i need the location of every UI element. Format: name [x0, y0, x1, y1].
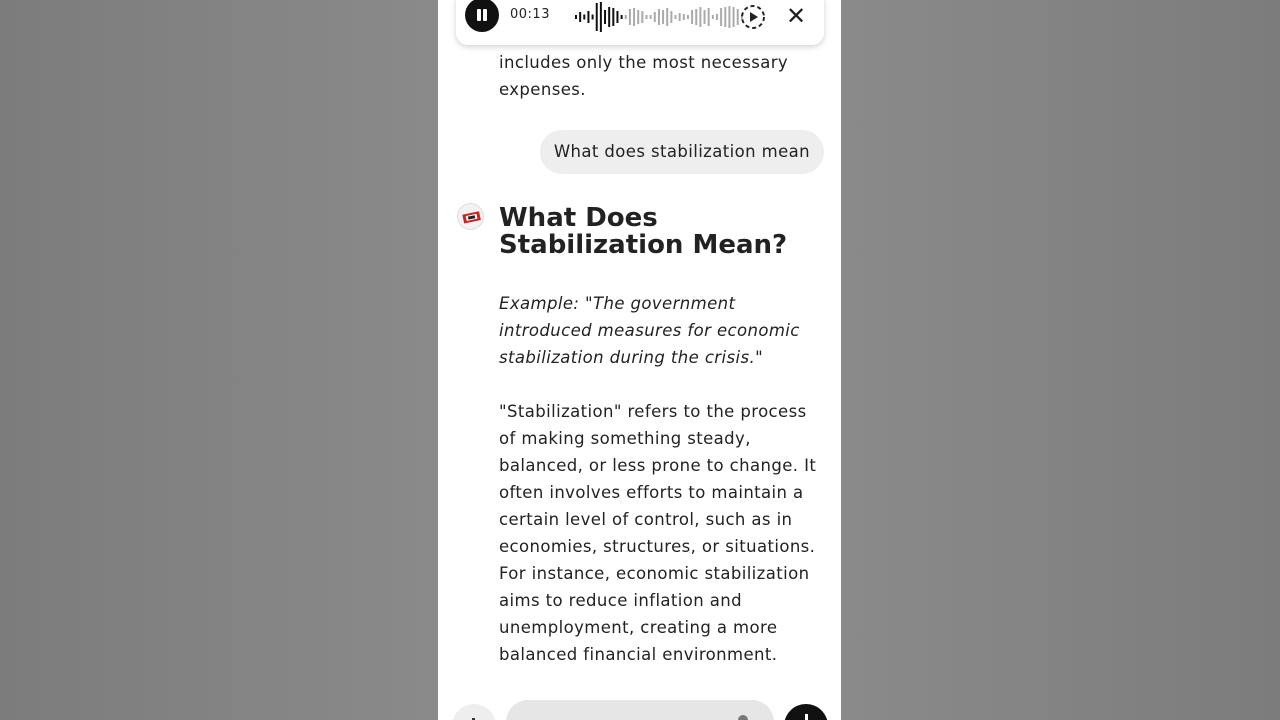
answer-body: "Stabilization" refers to the process of making something steady, balanced, or less prone to change. It often involves efforts to maintain a certain level of control, such as in economies, structures, or situations. For instance, economic stabilization aims to reduce inflation and unemployment, creating a more balanced financial environment. [499, 402, 817, 664]
chat-screen [438, 0, 841, 720]
waveform[interactable] [574, 0, 744, 36]
send-icon[interactable] [784, 704, 828, 720]
answer-example: Example: "The government introduced measures for economic stabilization during the crisis." [499, 294, 800, 367]
plus-icon[interactable] [452, 704, 496, 720]
audio-player [456, 0, 824, 45]
answer-title: What Does Stabilization Mean? [499, 203, 788, 260]
playback-time: 00:13 [510, 7, 550, 22]
user-message-bubble: What does stabilization mean [540, 130, 824, 174]
mic-icon[interactable] [738, 715, 748, 720]
assistant-avatar [457, 203, 484, 230]
message-input[interactable] [506, 700, 774, 720]
background-right [841, 0, 1280, 720]
composer [438, 700, 841, 720]
close-icon[interactable]: ✕ [785, 2, 807, 30]
background-left [0, 0, 438, 720]
pause-icon[interactable] [465, 0, 499, 32]
previous-message-tail: includes only the most necessary expenses. [499, 53, 789, 99]
replay-icon[interactable] [739, 3, 767, 31]
